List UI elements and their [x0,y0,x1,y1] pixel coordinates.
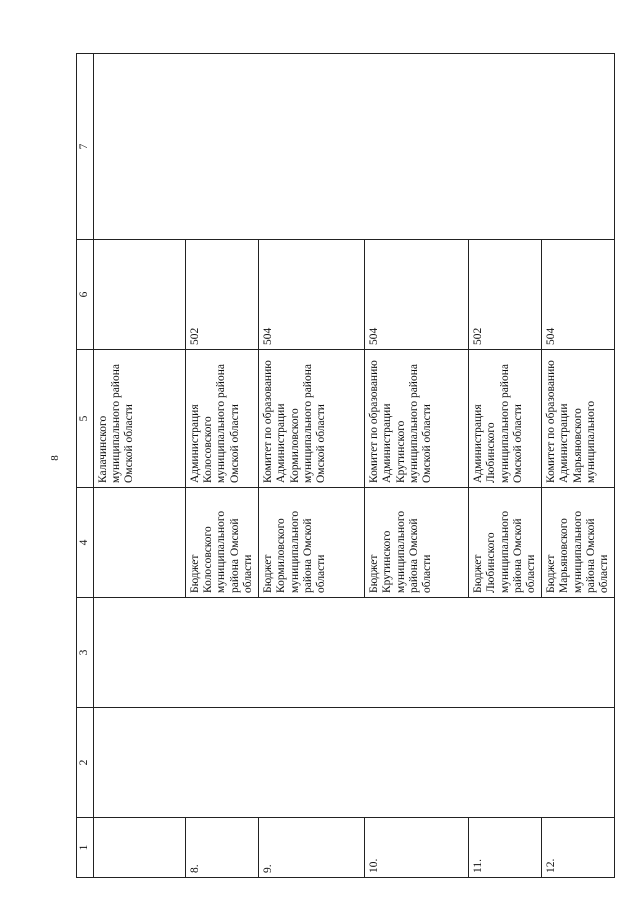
budget-cell: Бюджет Кормиловского муниципального района Омской области [259,488,365,598]
code-cell: 504 [542,240,615,350]
col-header-4: 4 [77,488,94,598]
row-num-cell: 11. [469,818,542,878]
row-num-cell: 8. [186,818,259,878]
row-num-cell: 9. [259,818,365,878]
table-row [94,54,186,878]
row-num-cell [94,818,186,878]
page-number: 8 [48,455,61,461]
admin-cell: Калачинского муниципального района Омской области [94,350,186,488]
col-header-1: 1 [77,818,94,878]
col7-cell [94,54,615,240]
admin-cell: Комитет по образованию Администрации Крутинского муниципального района Омской области [365,350,469,488]
col-header-5: 5 [77,350,94,488]
code-cell [94,240,186,350]
header-row [77,54,94,878]
budget-cell: Бюджет Колосовского муниципального района Омской области [186,488,259,598]
admin-cell: Комитет по образованию Администрации Кормиловского муниципального района Омской области [259,350,365,488]
budget-cell [94,488,186,598]
budget-cell: Бюджет Марьяновского муниципального района Омской области [542,488,615,598]
admin-cell: Администрация Колосовского муниципального района Омской области [186,350,259,488]
code-cell: 504 [259,240,365,350]
row-num-cell: 10. [365,818,469,878]
col-header-2: 2 [77,708,94,818]
row-num-cell: 12. [542,818,615,878]
col3-cell [94,598,615,708]
admin-cell: Администрация Любинского муниципального района Омской области [469,350,542,488]
code-cell: 502 [186,240,259,350]
budget-cell: Бюджет Крутинского муниципального района Омской области [365,488,469,598]
rotated-table-sheet [76,54,611,878]
col-header-7: 7 [77,54,94,240]
col-header-3: 3 [77,598,94,708]
code-cell: 502 [469,240,542,350]
budget-table [76,53,615,878]
code-cell: 504 [365,240,469,350]
col-header-6: 6 [77,240,94,350]
budget-cell: Бюджет Любинского муниципального района Омской области [469,488,542,598]
col2-cell [94,708,615,818]
admin-cell: Комитет по образованию Администрации Марьяновского муниципального [542,350,615,488]
